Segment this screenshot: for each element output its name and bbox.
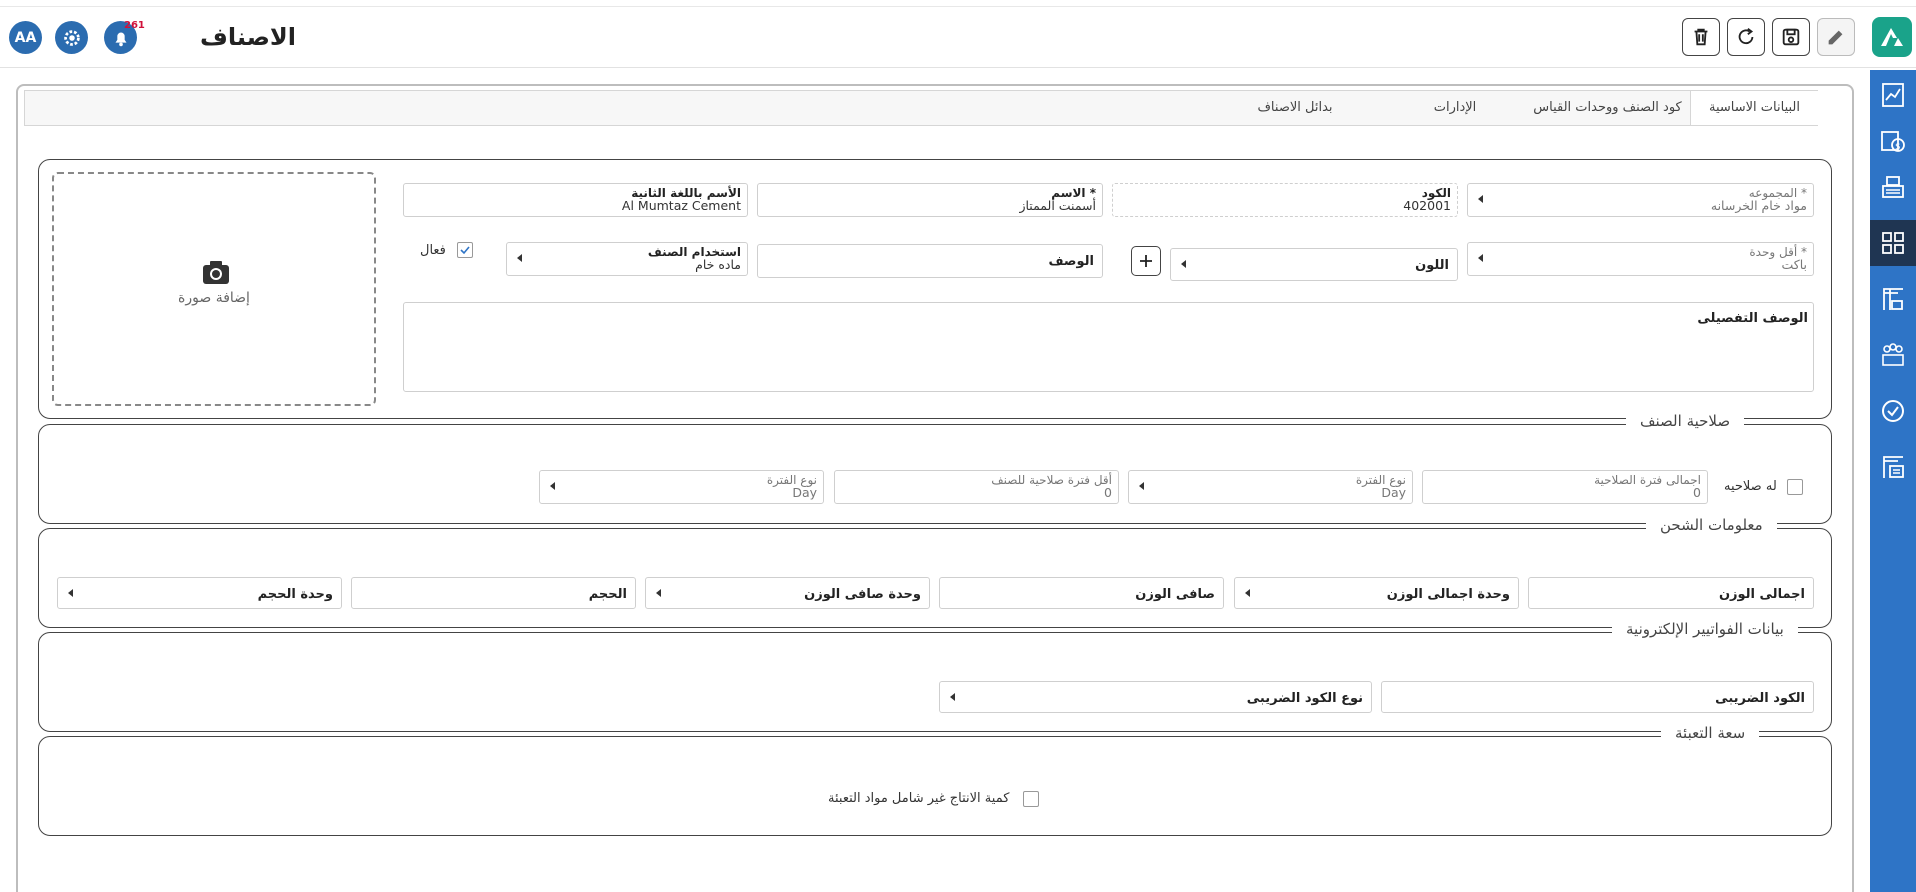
usage-label: استخدام الصنف [647, 245, 741, 259]
name-value: أسمنت الممتاز [1019, 198, 1096, 213]
total-period-field[interactable] [1422, 470, 1708, 504]
top-bar [0, 6, 1916, 68]
period-type2-label: نوع الفترة [766, 473, 817, 487]
register-icon [1878, 172, 1908, 202]
sidebar-item-hr[interactable] [1870, 332, 1916, 378]
volume-unit-select[interactable] [57, 577, 342, 609]
tax-code-type-label: نوع الكود الضريبى [1246, 691, 1363, 706]
color-select[interactable] [1170, 248, 1458, 281]
add-photo-box[interactable] [52, 172, 376, 406]
period-type-label: نوع الفترة [1355, 473, 1406, 487]
camera-icon [201, 258, 231, 286]
tab-item-code-units[interactable]: كود الصنف ووحدات القياس [1533, 100, 1682, 115]
caret-icon [68, 589, 73, 597]
gross-weight-field[interactable] [1528, 577, 1814, 609]
delete-button[interactable] [1682, 18, 1720, 56]
period-type2-value: Day [792, 485, 817, 500]
tax-code-field[interactable] [1381, 681, 1814, 713]
caret-icon [1181, 260, 1186, 268]
badge-check-icon [1878, 396, 1908, 426]
code-label: الكود [1421, 186, 1451, 200]
color-label: اللون [1415, 258, 1449, 273]
sidebar-item-pos[interactable] [1870, 164, 1916, 210]
validity-title: صلاحية الصنف [1626, 412, 1744, 430]
tab-item-alternatives[interactable]: بدائل الاصناف [1257, 100, 1333, 115]
caret-icon [517, 254, 522, 262]
detailed-description-textarea[interactable] [403, 302, 1814, 392]
second-name-value: Al Mumtaz Cement [621, 198, 741, 213]
sidebar-item-projects[interactable] [1870, 444, 1916, 490]
min-period-label: أقل فترة صلاحية للصنف [991, 473, 1112, 487]
add-color-button[interactable] [1131, 246, 1161, 276]
active-checkbox[interactable] [457, 242, 473, 258]
crane-building-icon [1878, 452, 1908, 482]
period-type2-select[interactable] [539, 470, 824, 504]
min-unit-label: أقل وحدة * [1749, 245, 1807, 259]
edit-button[interactable] [1817, 18, 1855, 56]
sidebar-item-finance[interactable] [1870, 118, 1916, 164]
pencil-icon [1825, 26, 1847, 48]
total-period-value: 0 [1693, 485, 1701, 500]
has-validity-label: له صلاحيه [1724, 479, 1777, 494]
settings-button[interactable] [55, 21, 88, 54]
code-field[interactable] [1112, 183, 1458, 217]
notification-badge: 261 [124, 20, 145, 31]
volume-field[interactable] [351, 577, 636, 609]
caret-icon [656, 589, 661, 597]
gear-icon [61, 27, 83, 49]
usage-value: ماده خام [695, 257, 741, 272]
caret-icon [1478, 254, 1483, 262]
shipping-title: معلومات الشحن [1646, 516, 1777, 534]
sidebar-item-inventory[interactable] [1870, 220, 1916, 266]
packing-title: سعة التعبئة [1661, 724, 1759, 742]
user-avatar[interactable]: AA [9, 21, 42, 54]
people-icon [1878, 340, 1908, 370]
net-weight-unit-label: وحدة صافى الوزن [804, 587, 921, 602]
sidebar-item-reports[interactable] [1870, 72, 1916, 118]
period-type-select[interactable] [1128, 470, 1413, 504]
description-field[interactable] [757, 244, 1103, 278]
group-value: مواد خام الخرسانه [1710, 198, 1807, 213]
sidebar-item-quality[interactable] [1870, 388, 1916, 434]
save-icon [1780, 26, 1802, 48]
min-unit-value: باكت [1781, 257, 1807, 272]
save-button[interactable] [1772, 18, 1810, 56]
caret-icon [1139, 482, 1144, 490]
volume-unit-label: وحدة الحجم [257, 587, 333, 602]
second-name-label: الأسم باللغة الثانية [631, 186, 741, 200]
trash-icon [1690, 26, 1712, 48]
period-type-value: Day [1381, 485, 1406, 500]
min-unit-select[interactable] [1467, 242, 1814, 276]
total-period-label: اجمالى فترة الصلاحية [1594, 473, 1701, 487]
logo-icon [1877, 22, 1907, 52]
inventory-icon [1878, 228, 1908, 258]
net-weight-unit-select[interactable] [645, 577, 930, 609]
tab-departments[interactable]: الإدارات [1433, 100, 1477, 115]
group-select[interactable] [1467, 183, 1814, 217]
gross-weight-unit-select[interactable] [1234, 577, 1519, 609]
svg-text:$: $ [1895, 142, 1901, 152]
caret-icon [550, 482, 555, 490]
caret-icon [1478, 195, 1483, 203]
group-label: المجموعه * [1748, 186, 1807, 200]
chart-icon [1878, 80, 1908, 110]
volume-label: الحجم [588, 587, 627, 602]
app-logo[interactable] [1872, 17, 1912, 57]
tax-code-label: الكود الضريبى [1715, 691, 1805, 706]
name-label: الاسم * [1051, 186, 1096, 200]
right-sidebar [1870, 70, 1916, 892]
caret-icon [1245, 589, 1250, 597]
money-icon [1878, 126, 1908, 156]
tab-basic-data[interactable]: البيانات الاساسية [1690, 91, 1818, 125]
min-period-field[interactable] [834, 470, 1119, 504]
einvoice-title: بيانات الفواتيير الإلكترونية [1612, 620, 1798, 638]
gross-weight-unit-label: وحدة اجمالى الوزن [1386, 587, 1510, 602]
crane-icon [1878, 284, 1908, 314]
add-photo-label: إضافة صورة [178, 290, 250, 306]
sidebar-item-construction[interactable] [1870, 276, 1916, 322]
min-period-value: 0 [1104, 485, 1112, 500]
check-icon [459, 244, 471, 256]
code-value: 402001 [1403, 198, 1451, 213]
plus-icon [1138, 253, 1154, 269]
description-label: الوصف [1048, 254, 1094, 269]
active-label: فعال [420, 243, 446, 258]
tab-bar [24, 90, 1818, 126]
has-validity-checkbox[interactable] [1787, 479, 1803, 495]
caret-icon [950, 693, 955, 701]
item-usage-select[interactable] [506, 242, 748, 276]
second-name-field[interactable] [403, 183, 748, 217]
refresh-icon [1735, 26, 1757, 48]
gross-weight-label: اجمالى الوزن [1718, 587, 1805, 602]
name-field[interactable] [757, 183, 1103, 217]
exclude-packing-checkbox[interactable] [1023, 791, 1039, 807]
detailed-description-label: الوصف التفصيلى [1697, 311, 1808, 326]
exclude-packing-label: كمية الانتاج غير شامل مواد التعبئة [828, 791, 1010, 806]
packing-section [38, 736, 1832, 836]
page-title: الاصناف [200, 23, 296, 51]
refresh-button[interactable] [1727, 18, 1765, 56]
net-weight-label: صافى الوزن [1135, 587, 1215, 602]
tax-code-type-select[interactable] [939, 681, 1372, 713]
net-weight-field[interactable] [939, 577, 1224, 609]
